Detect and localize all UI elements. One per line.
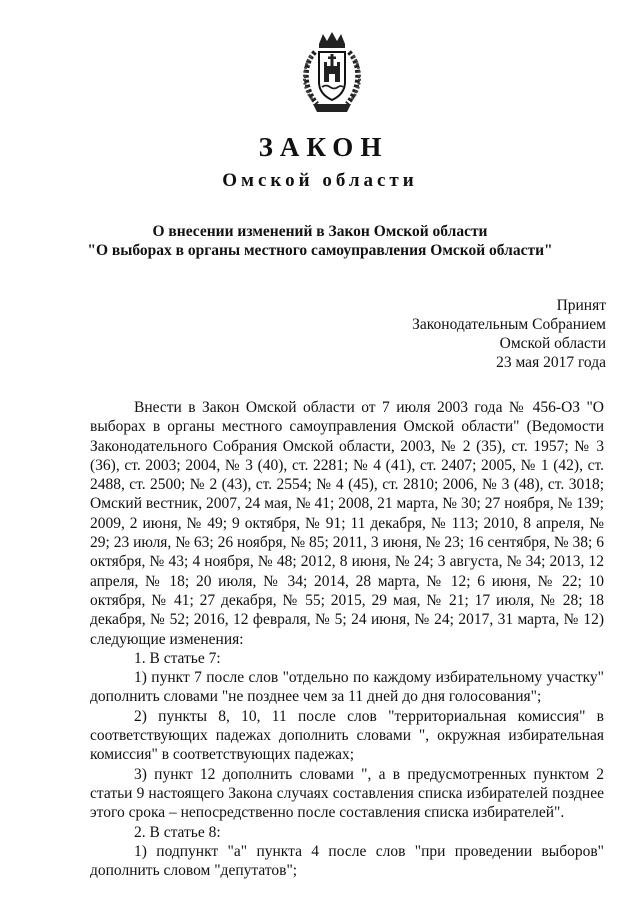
section-1-item-3: 3) пункт 12 дополнить словами ", а в предусмотренных пунктом 2 статьи 9 настоящего Закона случаях составления списка избирателей позднее этого срока – непосредственно после составления списка избирателей". (90, 765, 604, 822)
adoption-line-1: Принят (556, 297, 606, 314)
section-1-item-1: 1) пункт 7 после слов "отдельно по каждому избирательному участку" дополнить словами "не позднее чем за 11 дней до дня голосования"; (90, 669, 604, 706)
adoption-date: 23 мая 2017 года (496, 354, 606, 371)
omsk-coat-of-arms-icon (297, 30, 367, 116)
law-name-line-1: О внесении изменений в Закон Омской области (152, 223, 488, 240)
adoption-line-2: Законодательным Собранием (412, 316, 606, 333)
document-body (90, 398, 604, 880)
law-name-line-2: "О выборах в органы местного самоуправления Омской области" (87, 242, 553, 259)
intro-paragraph: Внести в Закон Омской области от 7 июля 2003 года № 456-ОЗ "О выборах в органы местного самоуправления Омской области" (Ведомости Законодательного Собрания Омской области, 2003, № 2 (35), ст. 1957; № 3 (36), ст. 2003; 2004, № 3 (40), ст. 2281; № 4 (41), ст. 2407; 2005, № 1 (42), ст. 2488, ст. 2500; № 2 (43), ст. 2554; № 4 (45), ст. 2810; 2006, № 3 (48), ст. 3018; Омский вестник, 2007, 24 мая, № 41; 2008, 21 марта, № 30; 27 ноября, № 139; 2009, 2 июня, № 49; 9 октября, № 91; 11 декабря, № 113; 2010, 8 апреля, № 29; 23 июля, № 63; 26 ноября, № 85; 2011, 3 июня, № 23; 16 сентября, № 38; 6 октября, № 43; 4 ноября, № 48; 2012, 8 июня, № 24; 3 августа, № 34; 2013, 12 апреля, № 18; 20 июля, № 34; 2014, 28 марта, № 12; 6 июня, № 22; 10 октября, № 41; 27 декабря, № 55; 2015, 29 мая, № 21; 17 июля, № 28; 18 декабря, № 52; 2016, 12 февраля, № 5; 24 июня, № 24; 2017, 31 марта, № 12) следующие изменения: (90, 399, 604, 648)
document-title: ЗАКОН (258, 132, 389, 162)
section-2-item-1: 1) подпункт "а" пункта 4 после слов "при проведении выборов" дополнить словом "депутатов"; (90, 842, 604, 880)
section-2-title: 2. В статье 8: (134, 823, 221, 841)
section-1-item-2: 2) пункты 8, 10, 11 после слов "территориальная комиссия" в соответствующих падежах дополнить словами ", окружная избирательная комиссия" в соответствующих падежах; (90, 707, 604, 764)
section-1-title: 1. В статье 7: (134, 649, 221, 667)
law-name (0, 222, 640, 260)
adoption-block (412, 296, 606, 372)
document-subtitle: Омской области (222, 170, 418, 191)
adoption-line-3: Омской области (499, 335, 606, 352)
